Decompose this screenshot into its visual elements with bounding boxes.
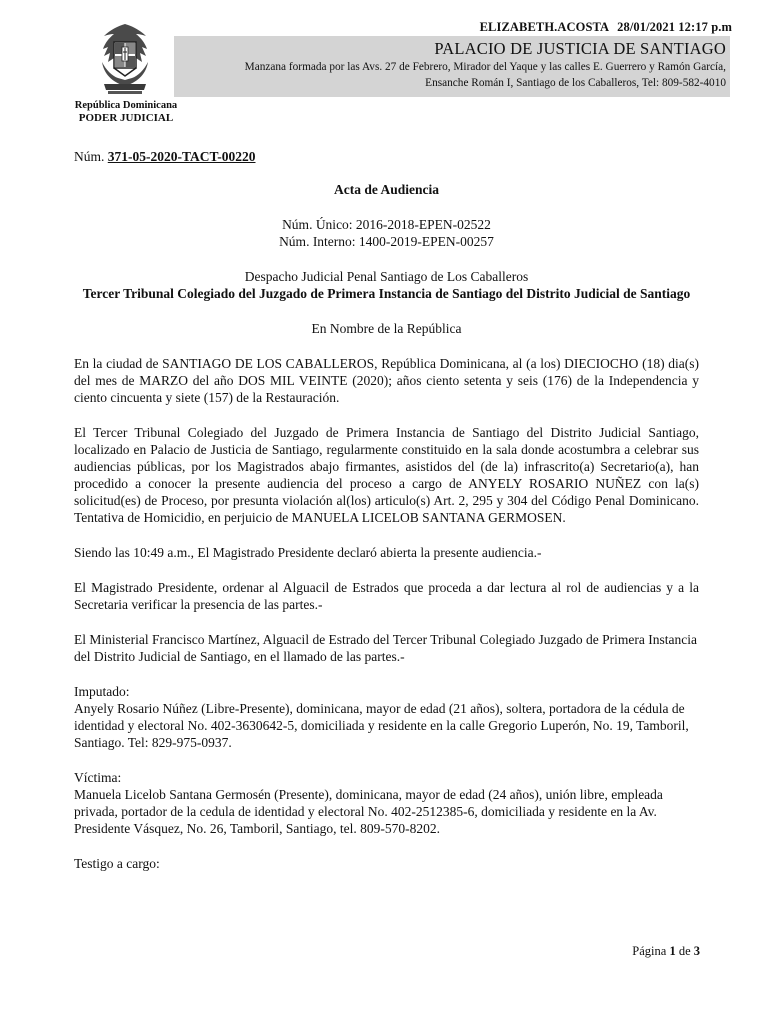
address-line-2: Ensanche Román I, Santiago de los Caballeros, Tel: 809-582-4010 [425,77,726,89]
document-number-label: Núm. [74,149,105,164]
paragraph-ministerial: El Ministerial Francisco Martínez, Alguacil de Estrado del Tercer Tribunal Colegiado Juzgado de Primera Instancia del Distrito Judicial de Santiago, en el llamado de las partes.- [74,632,698,664]
court-address [245,59,726,91]
address-line-1: Manzana formada por las Avs. 27 de Febrero, Mirador del Yaque y las calles E. Guerrero y Ramón García, [244,61,726,73]
institution-name [64,99,188,125]
print-datetime: 28/01/2021 12:17 p.m [617,20,732,34]
document-number [74,148,699,165]
paragraph-city-date: En la ciudad de SANTIAGO DE LOS CABALLEROS, República Dominicana, al (a los) DIECIOCHO (18) dia(s) del mes de MARZO del año DOS MIL VEINTE (2020); años ciento setenta y seis (176) de la Independencia y ciento cincuenta y siete (157) de la Restauración. [74,356,699,405]
page-word: Página [632,944,667,958]
judicial-branch: PODER JUDICIAL [78,112,174,124]
page-total: 3 [693,944,700,958]
user-name: ELIZABETH.ACOSTA [479,20,610,34]
numero-interno: Núm. Interno: 1400-2019-EPEN-00257 [279,234,494,249]
page-current: 1 [669,944,676,958]
page-number [632,944,700,959]
paragraph-apertura: Siendo las 10:49 a.m., El Magistrado Presidente declaró abierta la presente audiencia.- [74,545,542,560]
coat-of-arms-icon [94,22,156,96]
court-building-title: PALACIO DE JUSTICIA DE SANTIAGO [434,39,726,58]
testigo-label: Testigo a cargo: [74,856,160,871]
victima-label: Víctima: [74,770,122,785]
numero-unico: Núm. Único: 2016-2018-EPEN-02522 [282,217,491,232]
paragraph-tribunal: El Tercer Tribunal Colegiado del Juzgado de Primera Instancia de Santiago del Distrito Judicial Santiago, localizado en Palacio de Justicia de Santiago, regularmente constituido en la sala donde acostumbra a celebrar sus audiencias públicas, por los Magistrados abajo firmantes, asistidos del (de la) infrascrito(a) Secretario(a), han procedido a conocer la presente audiencia del proceso a cargo de ANYELY ROSARIO NUÑEZ con la(s) solicitud(es) de Proceso, por presunta violación al(los) articulo(s) Art. 2, 295 y 304 del Código Penal Dominicano. Tentativa de Homicidio, en perjuicio de MANUELA LICELOB SANTANA GERMOSEN. [74,425,699,525]
page-of: de [678,944,691,958]
imputado-details: Anyely Rosario Núñez (Libre-Presente), dominicana, mayor de edad (21 años), soltera, portadora de la cédula de identidad y electoral No. 402-3630642-5, domiciliada y residente en la calle Gregorio Luperón, No. 19, Tamboril, Santiago. Tel: 829-975-0937. [74,701,689,750]
victima-details: Manuela Licelob Santana Germosén (Presente), dominicana, mayor de edad (24 años), unión libre, empleada privada, portador de la cedula de identidad y electoral No. 402-2512385-6, domiciliada y residente en la Av. Presidente Vásquez, No. 26, Tamboril, Santiago, tel. 809-570-8202. [74,787,663,836]
tribunal-name: Tercer Tribunal Colegiado del Juzgado de Primera Instancia de Santiago del Distrito Judicial de Santiago [82,286,691,301]
imputado-label: Imputado: [74,684,130,699]
user-timestamp [480,20,732,35]
despacho-judicial: Despacho Judicial Penal Santiago de Los Caballeros [244,269,529,284]
country-name: República Dominicana [74,100,178,111]
document-title: Acta de Audiencia [333,182,439,197]
letterhead-banner [174,36,730,97]
en-nombre-republica: En Nombre de la República [311,321,462,336]
document-number-value: 371-05-2020-TACT-00220 [107,149,256,164]
paragraph-presidente: El Magistrado Presidente, ordenar al Alguacil de Estrados que proceda a dar lectura al rol de audiencias y a la Secretaria verificar la presencia de las partes.- [74,580,699,612]
document-body [74,148,699,872]
